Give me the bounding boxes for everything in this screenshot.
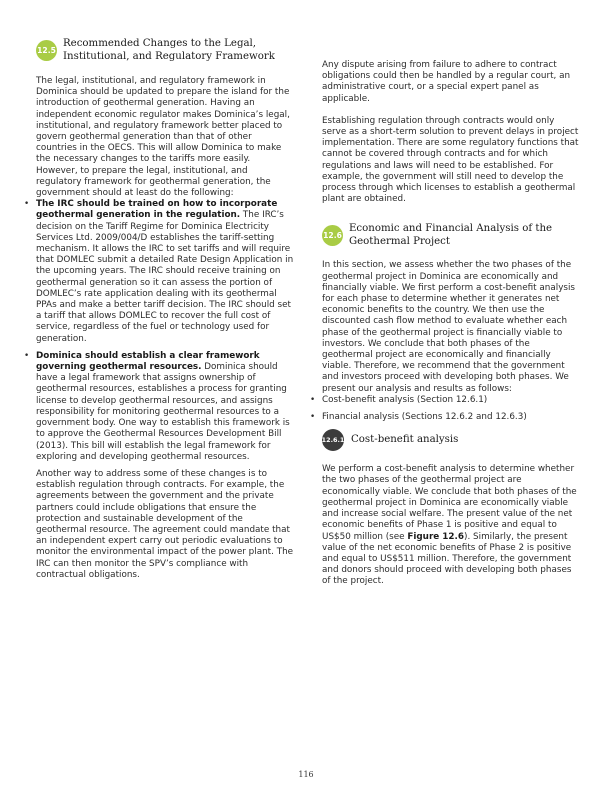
analysis-list	[322, 395, 580, 423]
section-12-5-heading	[36, 38, 294, 63]
section-title: Recommended Changes to the Legal, Institutional, and Regulatory Framework	[63, 38, 275, 62]
subsection-title: Cost-benefit analysis	[351, 434, 459, 446]
list-item	[36, 351, 294, 463]
section-title: Economic and Financial Analysis of the Geothermal Project	[349, 223, 553, 247]
paragraph-text: ). Similarly, the present value of the net economic benefits of Phase 2 is positive and equal to US$511 million. Therefore, the government and donors should proceed with developing both phases of the project.	[322, 531, 572, 587]
closing-paragraph: Another way to address some of these changes is to establish regulation through contracts. For example, the agreements between the government and the private partners could include obligations that ensure the protection and sustainable development of the geothermal resource. The agreement could mandate that an independent expert carry out periodic evaluations to monitor the environmental impact of the power plant. The IRC can then monitor the SPV’s compliance with contractual obligations.	[36, 468, 294, 580]
section-number-badge: 12.5	[36, 40, 57, 61]
paragraph: Any dispute arising from failure to adhere to contract obligations could then be handled by a regular court, an administrative court, or a special expert panel as applicable.	[322, 60, 571, 104]
list-item-text: Dominica should have a legal framework that assigns ownership of geothermal resources, establishes a process for granting license to develop geothermal resources, and assigns responsibility for monitoring geothermal resources to a government body. One way to establish this framework is to approve the Geothermal Resources Development Bill (2013). This bill will establish the legal framework for exploring and developing geothermal resources.	[36, 362, 290, 462]
section-12-6-heading	[322, 223, 580, 248]
list-item-heading: The IRC should be trained on how to incorporate geothermal generation in the regulation.	[36, 199, 278, 221]
list-item: • Cost-benefit analysis (Section 12.6.1)	[322, 395, 580, 406]
section-number-badge: 12.6	[322, 225, 343, 246]
list-item-text: The IRC’s decision on the Tariff Regime for Dominica Electricity Services Ltd. 2009/004/D establishes the tariff-setting mechanism. It allows the IRC to set tariffs and will require that DOMLEC submit a detailed Rate Design Application in the upcoming years. The IRC should receive training on geothermal generation so it can assess the portion of DOMLEC’s rate application dealing with its geothermal PPAs and make a better tariff decision. The IRC should set a tariff that allows DOMLEC to recover the full cost of service, regardless of the fuel or technology used for generation.	[36, 210, 294, 344]
paragraph: In this section, we assess whether the two phases of the geothermal project in Dominica are economically and financially viable. We first perform a cost-benefit analysis for each phase to determine whether it generates net economic benefits to the country. We then use the discounted cash flow method to evaluate whether each phase of the geothermal project is financially viable to investors. We conclude that both phases of the geothermal project are economically and financially viable. Therefore, we recommend that the government and investors proceed with developing both phases. We present our analysis and results as follows:	[322, 260, 576, 394]
left-column	[36, 38, 294, 581]
list-item: • Financial analysis (Sections 12.6.2 and 12.6.3)	[322, 412, 580, 423]
recommendation-list	[36, 199, 294, 463]
subsection-12-6-1-heading	[322, 429, 580, 451]
subsection-number-badge: 12.6.1	[322, 429, 344, 451]
list-item	[36, 199, 294, 345]
figure-reference: Figure 12.6	[407, 531, 465, 542]
paragraph: Establishing regulation through contracts would only serve as a short-term solution to prevent delays in project implementation. There are some regulatory functions that cannot be covered through contracts and for which regulations and laws will need to be established. For example, the government will still need to develop the process through which licenses to establish a geothermal plant are obtained.	[322, 115, 579, 205]
paragraph	[322, 464, 580, 587]
list-item-heading: Dominica should establish a clear framework governing geothermal resources.	[36, 350, 260, 373]
paragraph-text: We perform a cost-benefit analysis to determine whether the two phases of the geothermal project are economically viable. We conclude that both phases of the geothermal project in Dominica are economically viable and increase social welfare. The present value of the net economic benefits of Phase 1 is positive and equal to US$50 million (see	[322, 464, 577, 542]
right-column	[322, 60, 580, 588]
page-number: 116	[298, 770, 314, 779]
intro-paragraph: The legal, institutional, and regulatory framework in Dominica should be updated to prepare the island for the introduction of geothermal generation. Having an independent economic regulator makes Dominica’s legal, institutional, and regulatory framework better placed to govern geothermal generation than that of other countries in the OECS. This will allow Dominica to make the necessary changes to the tariffs more easily. However, to prepare the legal, institutional, and regulatory framework for geothermal generation, the government should at least do the following:	[36, 76, 290, 199]
